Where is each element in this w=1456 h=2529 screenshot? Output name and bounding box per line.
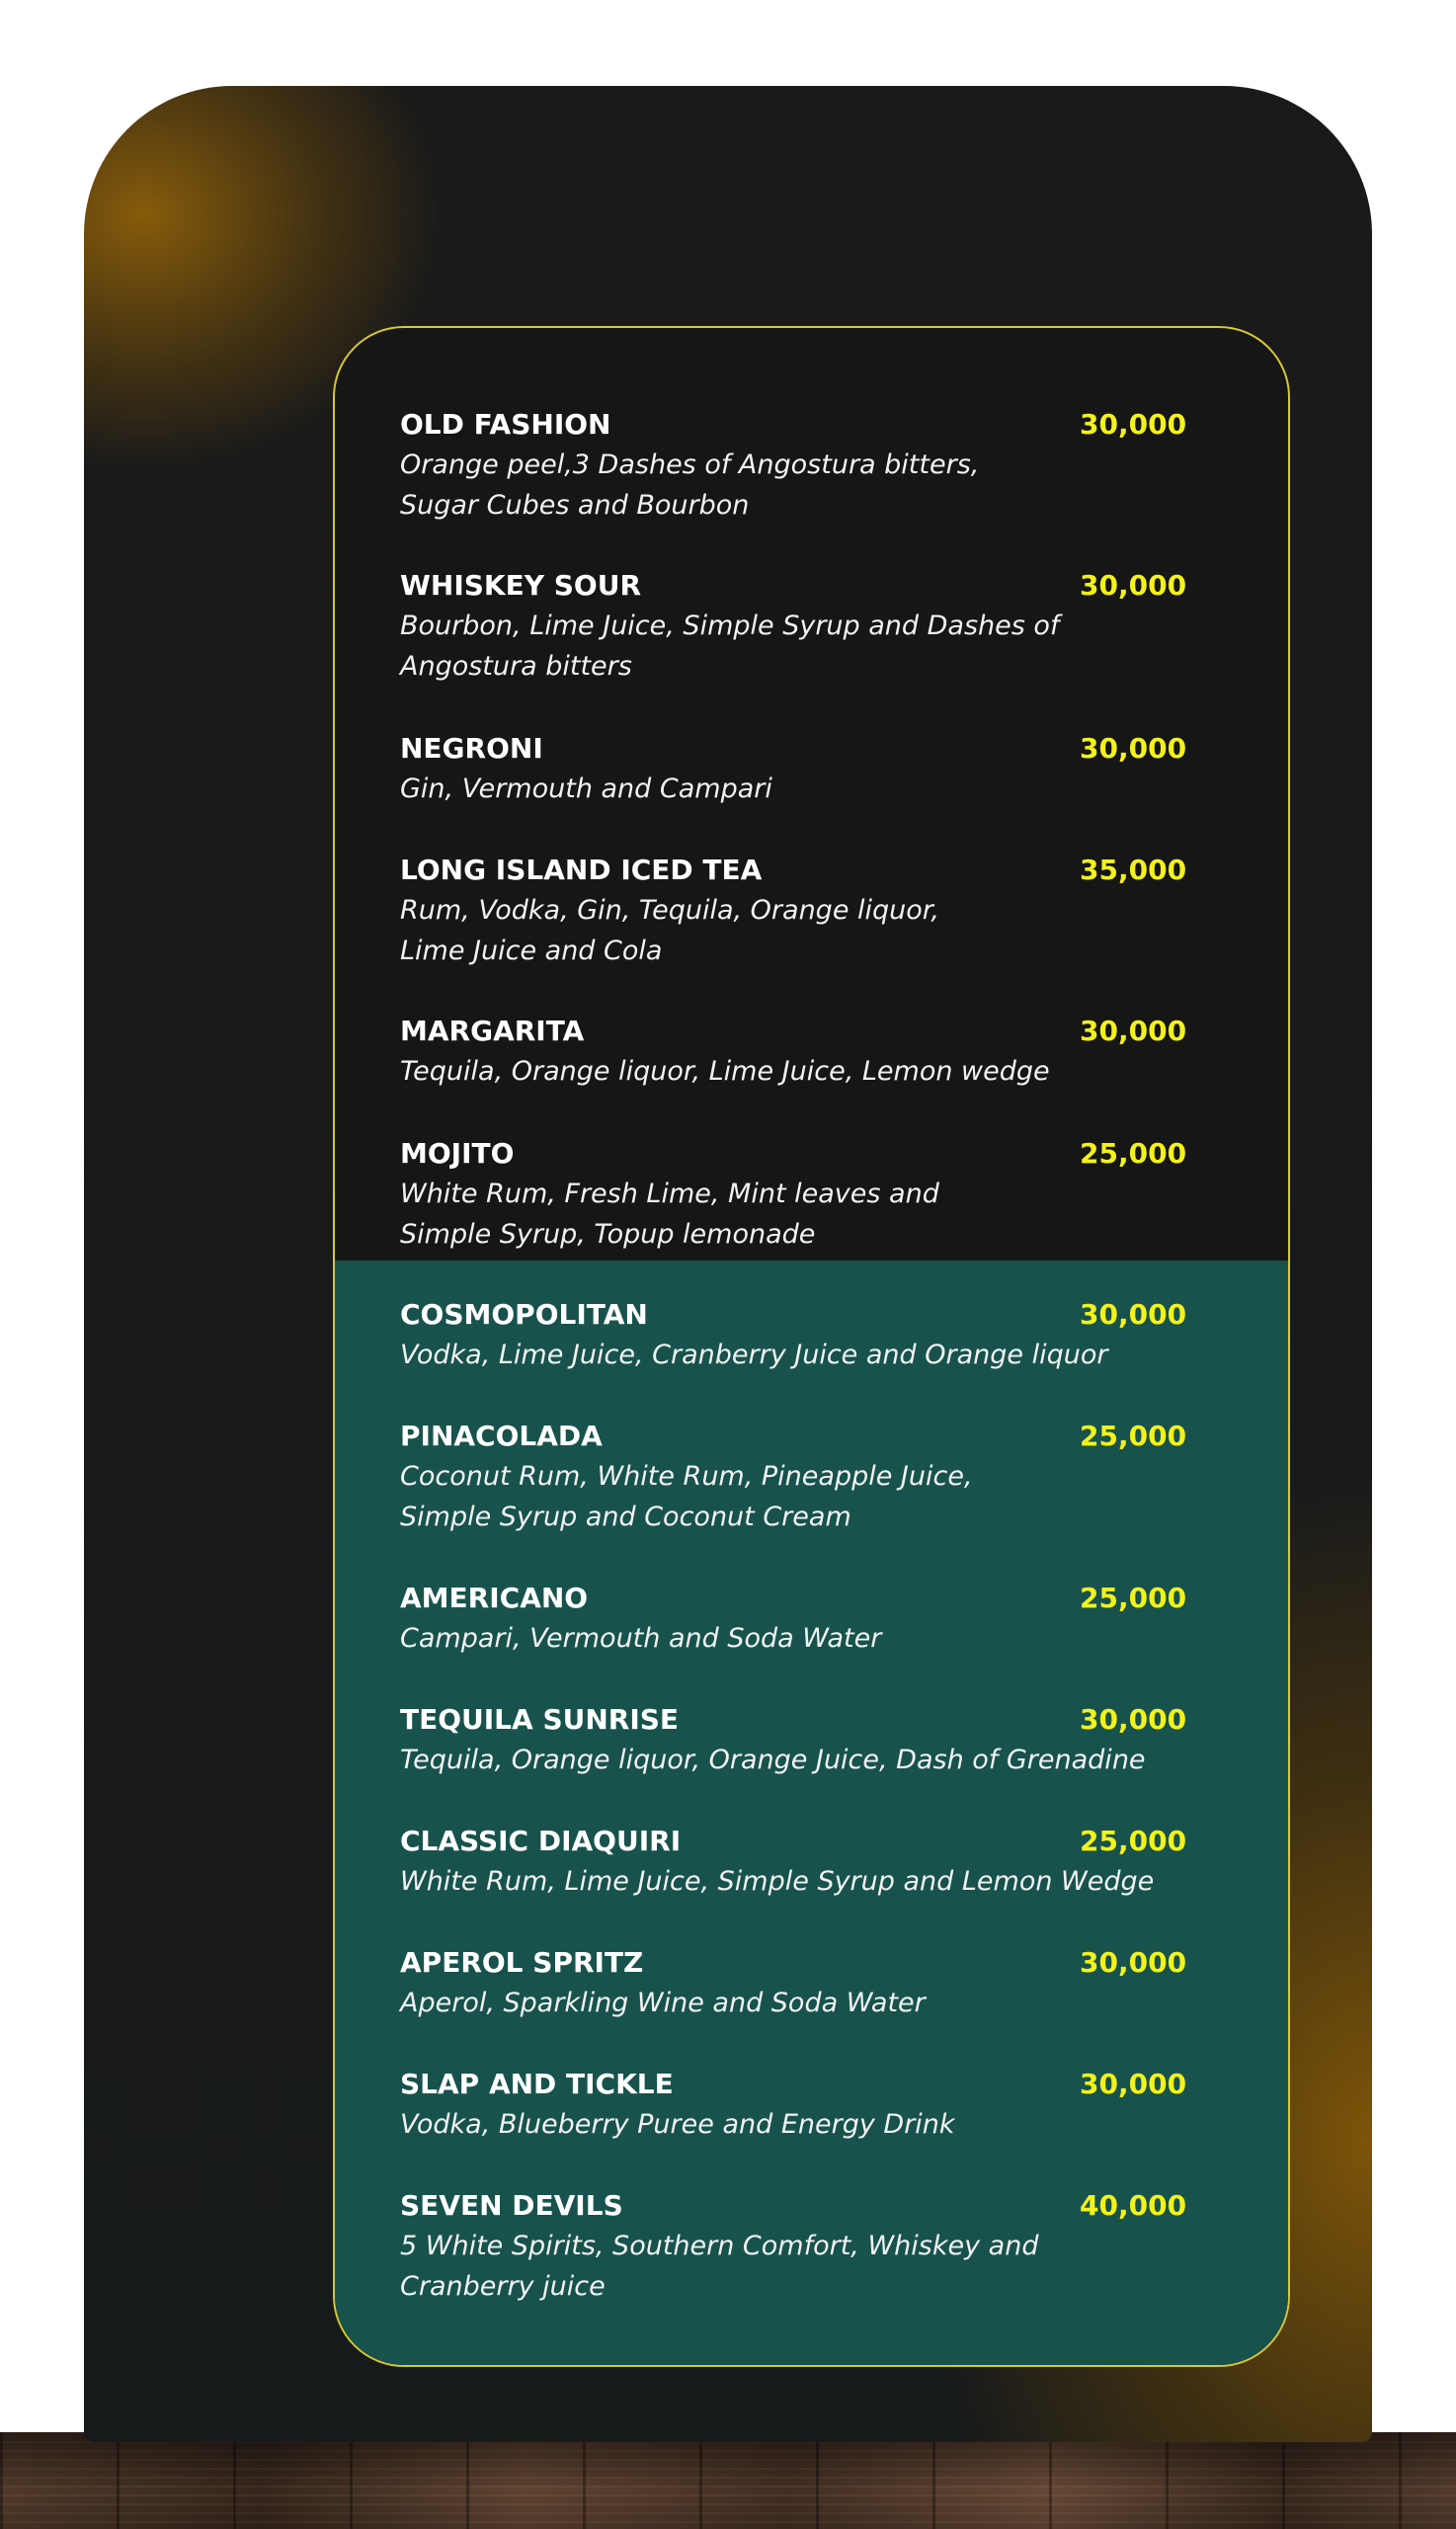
- item-price: 30,000: [1080, 1015, 1187, 1047]
- item-description: Campari, Vermouth and Soda Water: [400, 1623, 882, 1654]
- item-price: 30,000: [1080, 1946, 1187, 1979]
- item-name: LONG ISLAND ICED TEA: [400, 854, 763, 886]
- item-price: 30,000: [1080, 732, 1187, 765]
- item-name: TEQUILA SUNRISE: [400, 1703, 680, 1736]
- menu-board: [84, 86, 1372, 2442]
- item-price: 25,000: [1080, 1825, 1187, 1857]
- item-price: 30,000: [1080, 2068, 1187, 2100]
- item-name: AMERICANO: [400, 1582, 589, 1614]
- item-price: 30,000: [1080, 569, 1187, 602]
- item-price: 25,000: [1080, 1420, 1187, 1452]
- item-price: 25,000: [1080, 1582, 1187, 1614]
- item-name: WHISKEY SOUR: [400, 569, 642, 602]
- item-description: Tequila, Orange liquor, Lime Juice, Lemon wedge: [400, 1056, 1050, 1087]
- item-name: MOJITO: [400, 1137, 515, 1170]
- item-name: SLAP AND TICKLE: [400, 2068, 674, 2100]
- item-description: Coconut Rum, White Rum, Pineapple Juice, Simple Syrup and Coconut Cream: [400, 1461, 973, 1532]
- floor-shadow: [0, 2432, 1456, 2529]
- item-name: NEGRONI: [400, 732, 543, 765]
- item-description: Vodka, Blueberry Puree and Energy Drink: [400, 2109, 955, 2140]
- item-name: SEVEN DEVILS: [400, 2189, 623, 2222]
- cocktail-menu-card: [333, 326, 1290, 2367]
- item-price: 25,000: [1080, 1137, 1187, 1170]
- item-description: Orange peel,3 Dashes of Angostura bitters, Sugar Cubes and Bourbon: [400, 449, 980, 521]
- item-description: Tequila, Orange liquor, Orange Juice, Dash of Grenadine: [400, 1745, 1146, 1775]
- item-description: Gin, Vermouth and Campari: [400, 774, 772, 804]
- item-description: Vodka, Lime Juice, Cranberry Juice and Orange liquor: [400, 1340, 1108, 1370]
- item-price: 30,000: [1080, 1703, 1187, 1736]
- item-description: 5 White Spirits, Southern Comfort, Whiskey and Cranberry juice: [400, 2231, 1039, 2302]
- item-description: Bourbon, Lime Juice, Simple Syrup and Dashes of Angostura bitters: [400, 611, 1060, 682]
- item-name: COSMOPOLITAN: [400, 1298, 648, 1331]
- item-description: White Rum, Fresh Lime, Mint leaves and Simple Syrup, Topup lemonade: [400, 1179, 939, 1250]
- item-price: 40,000: [1080, 2189, 1187, 2222]
- item-name: APEROL SPRITZ: [400, 1946, 644, 1979]
- item-name: MARGARITA: [400, 1015, 585, 1047]
- item-description: White Rum, Lime Juice, Simple Syrup and Lemon Wedge: [400, 1866, 1155, 1897]
- item-name: PINACOLADA: [400, 1420, 603, 1452]
- item-description: Rum, Vodka, Gin, Tequila, Orange liquor, Lime Juice and Cola: [400, 895, 939, 966]
- item-price: 30,000: [1080, 408, 1187, 441]
- item-price: 35,000: [1080, 854, 1187, 886]
- item-name: OLD FASHION: [400, 408, 611, 441]
- item-price: 30,000: [1080, 1298, 1187, 1331]
- item-name: CLASSIC DIAQUIRI: [400, 1825, 682, 1857]
- item-description: Aperol, Sparkling Wine and Soda Water: [400, 1988, 926, 2018]
